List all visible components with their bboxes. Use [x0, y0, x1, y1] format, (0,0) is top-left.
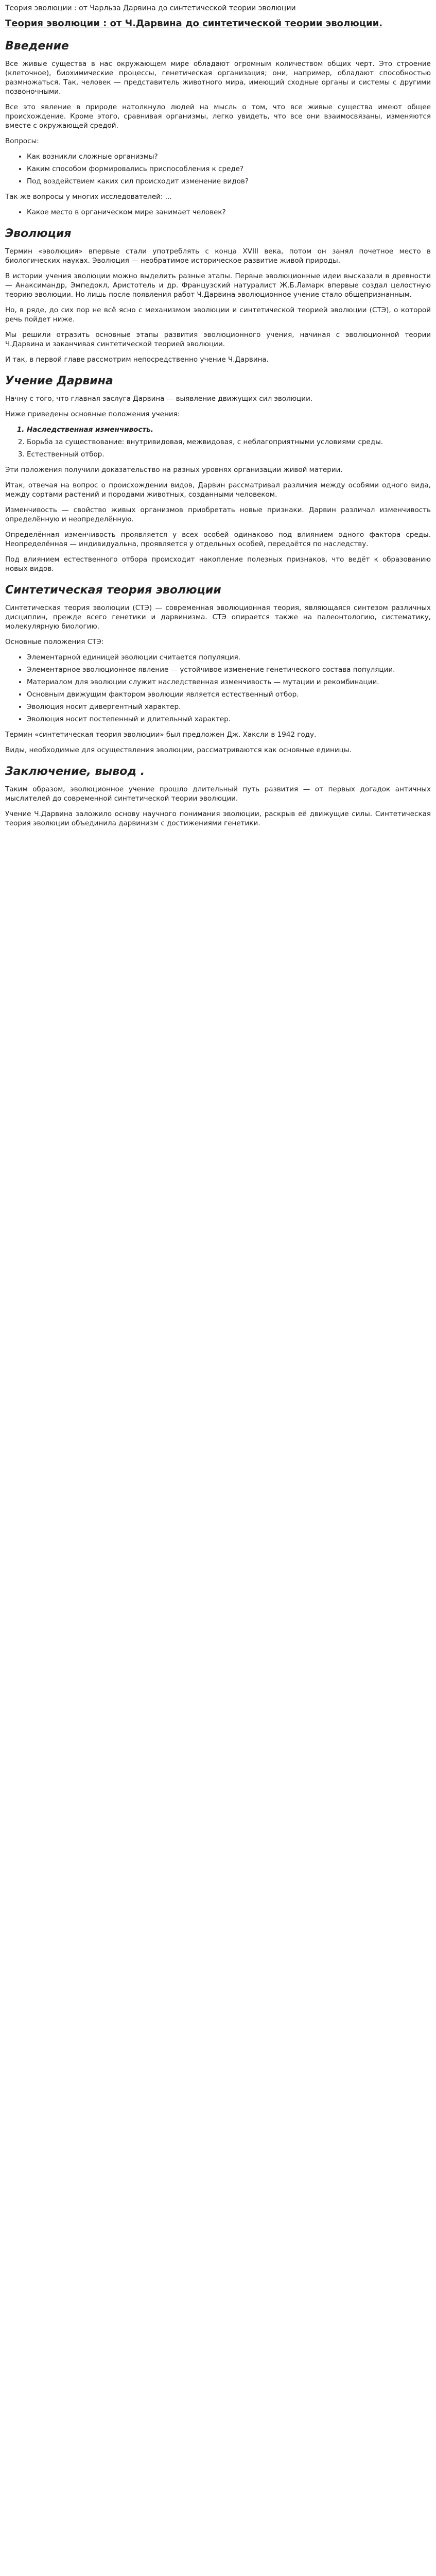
section-heading-conclusion: Заключение, вывод .: [5, 765, 145, 778]
numbered-list: [5, 425, 431, 459]
paragraph: Но, в ряде, до сих пор не всё ясно с механизмом эволюции и синтетической теорией эволюции (СТЭ), о которой речь пойдет ниже.: [5, 306, 431, 324]
list-item: • Материалом для эволюции служит наследственная изменчивость — мутации и рекомбинации.: [27, 677, 431, 687]
bullet-list: [5, 208, 431, 217]
paragraph: Термин «эволюция» впервые стали употреблять с конца XVIII века, потом он занял почетное место в биологических науках. Эволюция — необратимое историческое развитие живой природы.: [5, 247, 431, 265]
bullet-list: [5, 653, 431, 724]
page-title-line: Теория эволюции : от Чарльза Дарвина до синтетической теории эволюции: [5, 4, 296, 12]
bullet-list: [5, 152, 431, 186]
paragraph: Изменчивость — свойство живых организмов приобретать новые признаки. Дарвин различал изменчивость определённую и неопределённую.: [5, 506, 431, 523]
list-item: • Эволюция носит дивергентный характер.: [27, 702, 431, 711]
list-item: 1. Наследственная изменчивость.: [27, 425, 431, 434]
list-item: • Элементарной единицей эволюции считается популяция.: [27, 653, 431, 662]
paragraph: Все живые существа в нас окружающем мире обладают огромным количеством общих черт. Это строение (клеточное), биохимические процессы, генетическая организация; они, например, обладают способностью размножаться. Так, человек — представитель животного мира, имеющий сходные органы и системы с другими позвоночными.: [5, 60, 431, 96]
paragraph: Все это явление в природе натолкнуло людей на мысль о том, что все живые существа имеют общее происхождение. Кроме этого, сравнивая организмы, легко увидеть, что все они взаимосвязаны, изменяются вместе с окружающей средой.: [5, 103, 431, 130]
paragraph: Начну с того, что главная заслуга Дарвина — выявление движущих сил эволюции.: [5, 395, 313, 403]
paragraph: Так же вопросы у многих исследователей: ...: [5, 193, 172, 201]
paragraph: Термин «синтетическая теория эволюции» был предложен Дж. Хаксли в 1942 году.: [5, 731, 317, 739]
paragraph: Основные положения СТЭ:: [5, 638, 104, 646]
section-heading-evolution: Эволюция: [5, 227, 72, 240]
list-item: • Какое место в органическом мире занимает человек?: [27, 208, 431, 217]
paragraph: Ниже приведены основные положения учения:: [5, 410, 180, 418]
paragraph: Определённая изменчивость проявляется у всех особей одинаково под влиянием одного фактора среды. Неопределённая — индивидуальна, проявляется у отдельных особей, передаётся по наследству.: [5, 531, 431, 548]
paragraph: Мы решили отразить основные этапы развития эволюционного учения, начиная с эволюционной теории Ч.Дарвина и заканчивая синтетической теорией эволюции.: [5, 331, 431, 348]
section-heading-intro: Введение: [5, 40, 69, 53]
section-heading-darwin: Учение Дарвина: [5, 375, 113, 387]
paragraph: Эти положения получили доказательство на разных уровнях организации живой материи.: [5, 466, 343, 474]
paragraph: Итак, отвечая на вопрос о происхождении видов, Дарвин рассматривал различия между особями одного вида, между сортами растений и породами животных, созданными человеком.: [5, 481, 431, 499]
list-item: • Под воздействием каких сил происходит изменение видов?: [27, 177, 431, 186]
list-item: • Эволюция носит постепенный и длительный характер.: [27, 715, 431, 724]
paragraph: Таким образом, эволюционное учение прошло длительный путь развития — от первых догадок античных мыслителей до современной синтетической теории эволюции.: [5, 785, 431, 803]
document-title: Теория эволюции : от Ч.Дарвина до синтетической теории эволюции.: [5, 18, 383, 29]
list-item: • Основным движущим фактором эволюции является естественный отбор.: [27, 690, 431, 699]
paragraph: Учение Ч.Дарвина заложило основу научного понимания эволюции, раскрыв её движущие силы. Синтетическая теория эволюции объединила дарвинизм с достижениями генетики.: [5, 810, 431, 827]
paragraph: Виды, необходимые для осуществления эволюции, рассматриваются как основные единицы.: [5, 746, 352, 754]
list-item: 2. Борьба за существование: внутривидовая, межвидовая, с неблагоприятными условиями среды.: [27, 437, 431, 447]
list-item: • Элементарное эволюционное явление — устойчивое изменение генетического состава популяции.: [27, 665, 431, 674]
list-item: • Каким способом формировались приспособления к среде?: [27, 164, 431, 174]
section-heading-ste: Синтетическая теория эволюции: [5, 584, 221, 597]
paragraph: Под влиянием естественного отбора происходит накопление полезных признаков, что ведёт к образованию новых видов.: [5, 555, 431, 573]
paragraph: Синтетическая теория эволюции (СТЭ) — современная эволюционная теория, являющаяся синтезом различных дисциплин, прежде всего генетики и дарвинизма. СТЭ опирается также на палеонтологию, систематику, молекулярную биологию.: [5, 604, 431, 631]
paragraph: В истории учения эволюции можно выделить разные этапы. Первые эволюционные идеи высказали в древности — Анаксимандр, Эмпедокл, Аристотель и др. Французский натуралист Ж.Б.Ламарк впервые создал целостную теорию эволюции. Но лишь после появления работ Ч.Дарвина эволюционное учение стало общепризнанным.: [5, 272, 431, 299]
list-item: 3. Естественный отбор.: [27, 450, 431, 459]
paragraph: И так, в первой главе рассмотрим непосредственно учение Ч.Дарвина.: [5, 355, 269, 364]
list-item: • Как возникли сложные организмы?: [27, 152, 431, 161]
paragraph: Вопросы:: [5, 137, 39, 145]
